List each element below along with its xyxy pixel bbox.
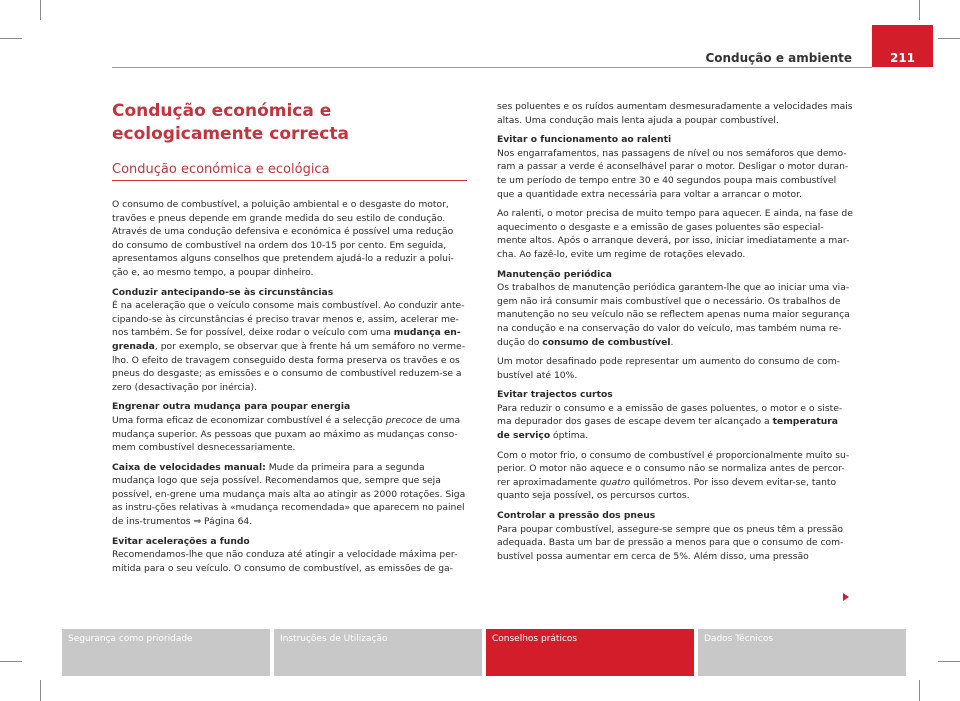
subheading: Conduzir antecipando-se às circunstâncias	[112, 286, 334, 298]
section-rule	[112, 180, 467, 181]
crop-mark	[919, 680, 920, 701]
tab-safety[interactable]: Segurança como prioridade	[62, 629, 270, 676]
subheading: Evitar o funcionamento ao ralenti	[497, 134, 672, 146]
subheading: Evitar trajectos curtos	[497, 389, 613, 401]
subheading: Controlar a pressão dos pneus	[497, 510, 656, 522]
crop-mark	[919, 0, 920, 20]
crop-mark	[0, 38, 22, 39]
paragraph: ses poluentes e os ruídos aumentam desmesuradamente a velocidades mais altas. Uma condução mais lenta ajuda a poupar combustível.	[497, 101, 853, 126]
left-column	[112, 198, 467, 581]
paragraph: O consumo de combustível, a poluição ambiental e o desgaste do motor, travões e pneus depende em grande medida do seu estilo de condução. Através de uma condução defensiva e económica é possível uma redução do consumo de combustível na ordem dos 10-15 por cento. Em seguida, apresentamos alguns conselhos que pretendem ajudá-lo a reduzir a polui-ção e, ao mesmo tempo, a poupar dinheiro.	[112, 199, 454, 278]
crop-mark	[0, 661, 22, 662]
header-rule	[112, 67, 872, 68]
paragraph: Caixa de velocidades manual: Mude da primeira para a segunda mudança logo que seja possível. Recomendamos que, sempre que seja possível, en-grene uma mudança mais alta ao atingir as 2000 rotações. Siga as instru-ções relativas à «mudança recomendada» que aparecem no painel de ins-trumentos ⇒ Página 64.	[112, 461, 466, 528]
subheading: Manutenção periódica	[497, 268, 612, 280]
paragraph: Para reduzir o consumo e a emissão de gases poluentes, o motor e o siste-ma depurador dos gases de escape devem ter alcançado a temperatura de serviço óptima.	[497, 402, 843, 442]
crop-mark	[938, 38, 960, 39]
paragraph: Com o motor frio, o consumo de combustível é proporcionalmente muito su-perior. O motor não aquece e o consumo não se normaliza antes de percor-rer aproximadamente quatro quilómetros. Por isso devem evitar-se, tanto quanto seja possível, os percursos curtos.	[497, 449, 850, 502]
subheading: Engrenar outra mudança para poupar energia	[112, 401, 351, 413]
page-title: Condução económica e ecologicamente correcta	[112, 101, 349, 144]
continue-arrow-icon	[843, 593, 849, 601]
tab-instructions[interactable]: Instruções de Utilização	[274, 629, 482, 676]
page-number: 211	[872, 25, 933, 67]
running-header: Condução e ambiente	[705, 51, 852, 65]
crop-mark	[40, 680, 41, 701]
tab-practical-tips[interactable]: Conselhos práticos	[486, 629, 694, 676]
crop-mark	[938, 661, 960, 662]
paragraph: Para poupar combustível, assegure-se sempre que os pneus têm a pressão adequada. Basta um bar de pressão a menos para que o consumo de com-bustível possa aumentar em cerca de 5%. Além disso, uma pressão	[497, 523, 844, 562]
section-title: Condução económica e ecológica	[112, 162, 330, 177]
subheading: Evitar acelerações a fundo	[112, 535, 250, 547]
paragraph: Uma forma eficaz de economizar combustível é a selecção precoce de uma mudança superior. As pessoas que puxam ao máximo as mudanças conso-mem combustível desnecessariamente.	[112, 414, 461, 454]
paragraph: Um motor desafinado pode representar um aumento do consumo de com-bustível até 10%.	[497, 356, 840, 381]
crop-mark	[40, 0, 41, 20]
right-column	[497, 100, 853, 569]
paragraph: Nos engarrafamentos, nas passagens de nível ou nos semáforos que demo-ram a passar a verde é aconselhável parar o motor. Desligar o motor duran-te um período de tempo entre 30 e 40 segundos poupa mais combustível que a quantidade extra necessária para voltar a arrancar o motor.	[497, 147, 849, 200]
paragraph: Ao ralenti, o motor precisa de muito tempo para aquecer. E ainda, na fase de aquecimento o desgaste e a emissão de gases poluentes são especial-mente altos. Após o arranque deverá, por isso, iniciar imediatamente a mar-cha. Ao fazê-lo, evite um regime de rotações elevado.	[497, 208, 853, 260]
tab-technical-data[interactable]: Dados Técnicos	[698, 629, 906, 676]
paragraph: Recomendamos-lhe que não conduza até atingir a velocidade máxima per-mitida para o seu veículo. O consumo de combustível, as emissões de ga-	[112, 549, 458, 574]
footer-tabs	[62, 629, 910, 676]
paragraph: Os trabalhos de manutenção periódica garantem-lhe que ao iniciar uma via-gem não irá consumir mais combustível que o necessário. Os trabalhos de manutenção no seu veículo não se reflectem apenas numa maior segurança na condução e na conservação do valor do veículo, mas também numa re-dução do consumo de combustível.	[497, 282, 850, 348]
paragraph: É na aceleração que o veículo consome mais combustível. Ao conduzir ante-cipando-se às circunstâncias é preciso travar menos e, assim, acelerar me-nos também. Se for possível, deixe rodar o veículo com uma mudança en-grenada, por exemplo, se observar que à frente há um semáforo no verme-lho. O efeito de travagem conseguido desta forma preserva os travões e os pneus do desgaste; as emissões e o consumo de combustível reduzem-se a zero (desactivação por inércia).	[112, 300, 466, 393]
